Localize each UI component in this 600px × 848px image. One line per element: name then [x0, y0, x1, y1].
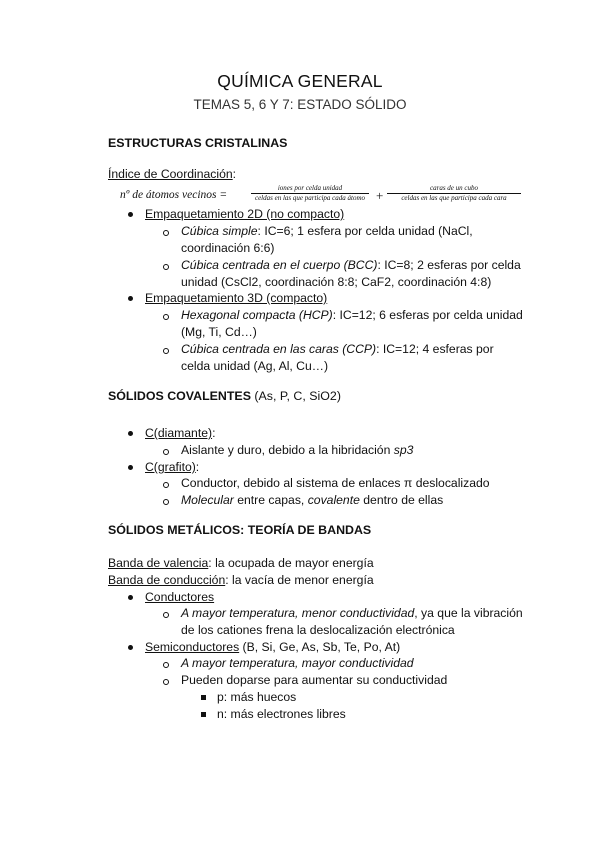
- grafito-molecular: Molecular: [181, 493, 234, 507]
- fraction-1-denominator: celdas en las que participa cada átomo: [254, 194, 366, 202]
- grafito-covalente: covalente: [307, 493, 360, 507]
- fraction-1-numerator: iones por celda unidad: [251, 184, 369, 194]
- bullet-icon: [128, 296, 136, 304]
- hollow-bullet-icon: [163, 314, 171, 322]
- list-item-ccp: [181, 341, 526, 375]
- formula-fraction-2: [387, 184, 521, 203]
- list-item-semiconductores-1: A mayor temperatura, mayor conductividad: [181, 656, 414, 670]
- hcp-name: Hexagonal compacta (HCP): [181, 308, 333, 322]
- formula-fraction-1: [251, 184, 369, 203]
- section-heading-metalicos: SÓLIDOS METÁLICOS: TEORÍA DE BANDAS: [108, 523, 372, 537]
- bcc-text: : IC=8; 2 esferas por celda unidad (CsCl2, coordinación 8:8; CaF2, coordinación 4:8): [181, 258, 521, 289]
- bcc-name: Cúbica centrada en el cuerpo (BCC): [181, 258, 378, 272]
- hollow-bullet-icon: [163, 449, 171, 457]
- formula-plus: +: [376, 188, 384, 203]
- hollow-bullet-icon: [163, 264, 171, 272]
- cubica-simple-text: : IC=6; 1 esfera por celda unidad (NaCl, coordinación 6:6): [181, 224, 473, 255]
- hollow-bullet-icon: [163, 679, 171, 687]
- hollow-bullet-icon: [163, 612, 171, 620]
- grafito-colon: :: [195, 460, 200, 474]
- hollow-bullet-icon: [163, 662, 171, 670]
- diamante-label: C(diamante): [145, 426, 213, 440]
- conductores-label: Conductores: [145, 590, 215, 604]
- coordination-formula: [120, 184, 530, 208]
- list-item-grafito-1: Conductor, debido al sistema de enlaces π deslocalizado: [181, 476, 490, 490]
- list-item-dopado-p: p: más huecos: [217, 690, 297, 704]
- empaquetamiento-2d-label: Empaquetamiento 2D (no compacto): [145, 207, 345, 221]
- list-item-conductores: [181, 605, 526, 639]
- list-item-semiconductores-2: Pueden doparse para aumentar su conductividad: [181, 673, 448, 687]
- fraction-2-numerator: caras de un cubo: [387, 184, 521, 194]
- bullet-icon: [128, 212, 136, 220]
- indice-coordinacion-label: Índice de Coordinación: [108, 167, 233, 181]
- ccp-name: Cúbica centrada en las caras (CCP): [181, 342, 377, 356]
- semiconductores-extra: (B, Si, Ge, As, Sb, Te, Po, At): [239, 640, 401, 654]
- bullet-icon: [128, 645, 136, 653]
- conductores-italic: A mayor temperatura, menor conductividad: [181, 606, 415, 620]
- covalentes-heading-text: SÓLIDOS COVALENTES: [108, 389, 251, 403]
- grafito-label: C(grafito): [145, 460, 196, 474]
- banda-valencia-text: : la ocupada de mayor energía: [208, 556, 374, 570]
- list-item-dopado-n: n: más electrones libres: [217, 707, 346, 721]
- bullet-icon: [128, 431, 136, 439]
- banda-conduccion-label: Banda de conducción: [108, 573, 226, 587]
- semiconductores-label: Semiconductores: [145, 640, 240, 654]
- square-bullet-icon: [201, 712, 206, 717]
- hollow-bullet-icon: [163, 482, 171, 490]
- hcp-text: : IC=12; 6 esferas por celda unidad (Mg, Ti, Cd…): [181, 308, 523, 339]
- bullet-icon: [128, 595, 136, 603]
- conductores-text: , ya que la vibración de los cationes frena la deslocalización electrónica: [181, 606, 523, 637]
- cubica-simple-name: Cúbica simple: [181, 224, 258, 238]
- diamante-colon: :: [212, 426, 216, 440]
- diamante-item-italic: sp3: [393, 443, 414, 457]
- covalentes-heading-extra: (As, P, C, SiO2): [250, 389, 341, 403]
- grafito-text-1: entre capas,: [233, 493, 308, 507]
- square-bullet-icon: [201, 695, 206, 700]
- hollow-bullet-icon: [163, 230, 171, 238]
- list-item-hcp: [181, 307, 526, 341]
- list-item-diamante: [181, 442, 526, 459]
- document-subtitle: TEMAS 5, 6 Y 7: ESTADO SÓLIDO: [193, 97, 407, 112]
- formula-lhs: nº de átomos vecinos =: [120, 189, 228, 201]
- hollow-bullet-icon: [163, 348, 171, 356]
- semiconductores-line: [145, 639, 400, 656]
- diamante-item-text: Aislante y duro, debido a la hibridación: [181, 443, 394, 457]
- banda-valencia-line: [108, 555, 374, 572]
- indice-coordinacion-line: [108, 166, 236, 183]
- fraction-2-denominator: celdas en las que participa cada cara: [401, 194, 507, 202]
- bullet-icon: [128, 465, 136, 473]
- banda-conduccion-line: [108, 572, 374, 589]
- hollow-bullet-icon: [163, 499, 171, 507]
- banda-valencia-label: Banda de valencia: [108, 556, 209, 570]
- ccp-text: : IC=12; 4 esferas por celda unidad (Ag, Al, Cu…): [181, 342, 494, 373]
- document-title: QUÍMICA GENERAL: [217, 71, 383, 91]
- indice-colon: :: [232, 167, 237, 181]
- list-item-cubica-simple: [181, 223, 526, 257]
- empaquetamiento-3d-label: Empaquetamiento 3D (compacto): [145, 291, 328, 305]
- section-heading-estructuras: ESTRUCTURAS CRISTALINAS: [108, 136, 288, 150]
- list-item-grafito-2: [181, 492, 526, 509]
- list-item-bcc: [181, 257, 526, 291]
- section-heading-covalentes: [108, 389, 341, 403]
- diamante-line: [145, 425, 215, 442]
- grafito-line: [145, 459, 199, 476]
- banda-conduccion-text: : la vacía de menor energía: [225, 573, 374, 587]
- grafito-text-2: dentro de ellas: [359, 493, 444, 507]
